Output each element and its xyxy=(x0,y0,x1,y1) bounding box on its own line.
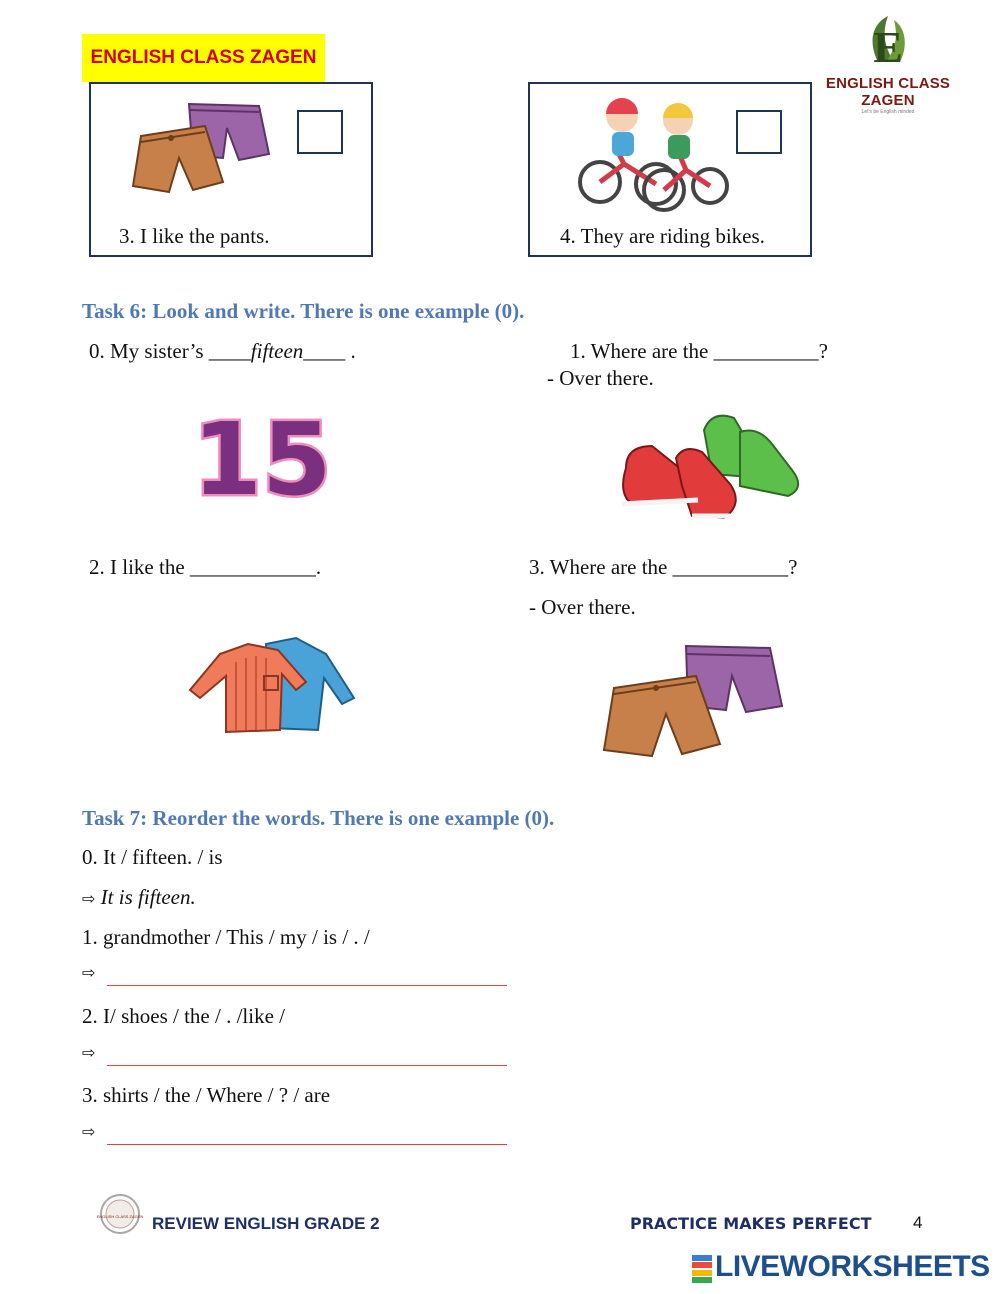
tick-box[interactable] xyxy=(297,110,343,154)
task7-example-answer-row xyxy=(82,885,196,910)
task7-item-2: 2. I/ shoes / the / . /like / xyxy=(82,1004,285,1028)
task6-q0 xyxy=(89,339,356,364)
picture-box-pants xyxy=(89,82,373,257)
shoes-image xyxy=(612,408,808,528)
live-badge-text xyxy=(3,1200,5,1201)
answer-line-3[interactable] xyxy=(107,1144,507,1145)
task7-title: Task 7: Reorder the words. There is one example (0). xyxy=(82,806,555,830)
number-15-image xyxy=(190,401,335,518)
task6-title: Task 6: Look and write. There is one example (0). xyxy=(82,299,525,323)
arrow-icon: ⇨ xyxy=(82,889,96,908)
brand-tag: ENGLISH CLASS ZAGEN xyxy=(82,34,325,82)
tick-box[interactable] xyxy=(736,110,782,154)
kids-riding-bikes-image xyxy=(574,94,724,214)
task6-q3-answer: - Over there. xyxy=(529,595,636,619)
shorts-image-2 xyxy=(600,636,786,760)
class-logo xyxy=(808,12,968,115)
liveworksheets-watermark: LIVEWORKSHEETS xyxy=(715,1250,990,1283)
shirts-image xyxy=(186,632,358,734)
task7-example-answer: It is fifteen. xyxy=(100,885,196,909)
task7-example-words: 0. It / fifteen. / is xyxy=(82,845,223,869)
footer-left: REVIEW ENGLISH GRADE 2 xyxy=(152,1214,380,1233)
task6-q1: 1. Where are the __________? xyxy=(570,339,828,363)
page-number: 4 xyxy=(913,1213,923,1232)
task7-item-1: 1. grandmother / This / my / is / . / xyxy=(82,925,370,949)
sentence-3: 3. I like the pants. xyxy=(119,224,270,248)
logo-emblem-icon xyxy=(808,12,968,70)
answer-line-1[interactable] xyxy=(107,985,507,986)
footer-seal-icon xyxy=(96,1193,144,1235)
live-badge-icon xyxy=(692,1255,712,1283)
number-15: 15 xyxy=(192,401,332,518)
arrow-icon: ⇨ xyxy=(82,963,96,982)
picture-box-bikes xyxy=(528,82,812,257)
q0-answer: fifteen xyxy=(250,339,304,363)
arrow-icon: ⇨ xyxy=(82,1043,96,1062)
logo-letter: E xyxy=(873,23,903,72)
task7-item-3: 3. shirts / the / Where / ? / are xyxy=(82,1083,331,1107)
sentence-4: 4. They are riding bikes. xyxy=(560,224,765,248)
q0-prefix: 0. My sister’s ____ xyxy=(89,339,251,363)
shorts-image xyxy=(127,98,277,198)
q0-suffix: ____ . xyxy=(303,339,356,363)
logo-text: ENGLISH CLASS ZAGEN xyxy=(825,75,951,109)
footer-right: PRACTICE MAKES PERFECT xyxy=(630,1214,872,1233)
task6-q1-answer: - Over there. xyxy=(547,366,654,390)
task6-q2: 2. I like the ____________. xyxy=(89,555,322,579)
logo-subtitle: Let's be English minded xyxy=(861,109,915,115)
answer-line-2[interactable] xyxy=(107,1065,507,1066)
arrow-icon: ⇨ xyxy=(82,1122,96,1141)
task6-q3: 3. Where are the ___________? xyxy=(529,555,798,579)
seal-text: ENGLISH CLASS ZAGEN xyxy=(96,1214,144,1219)
